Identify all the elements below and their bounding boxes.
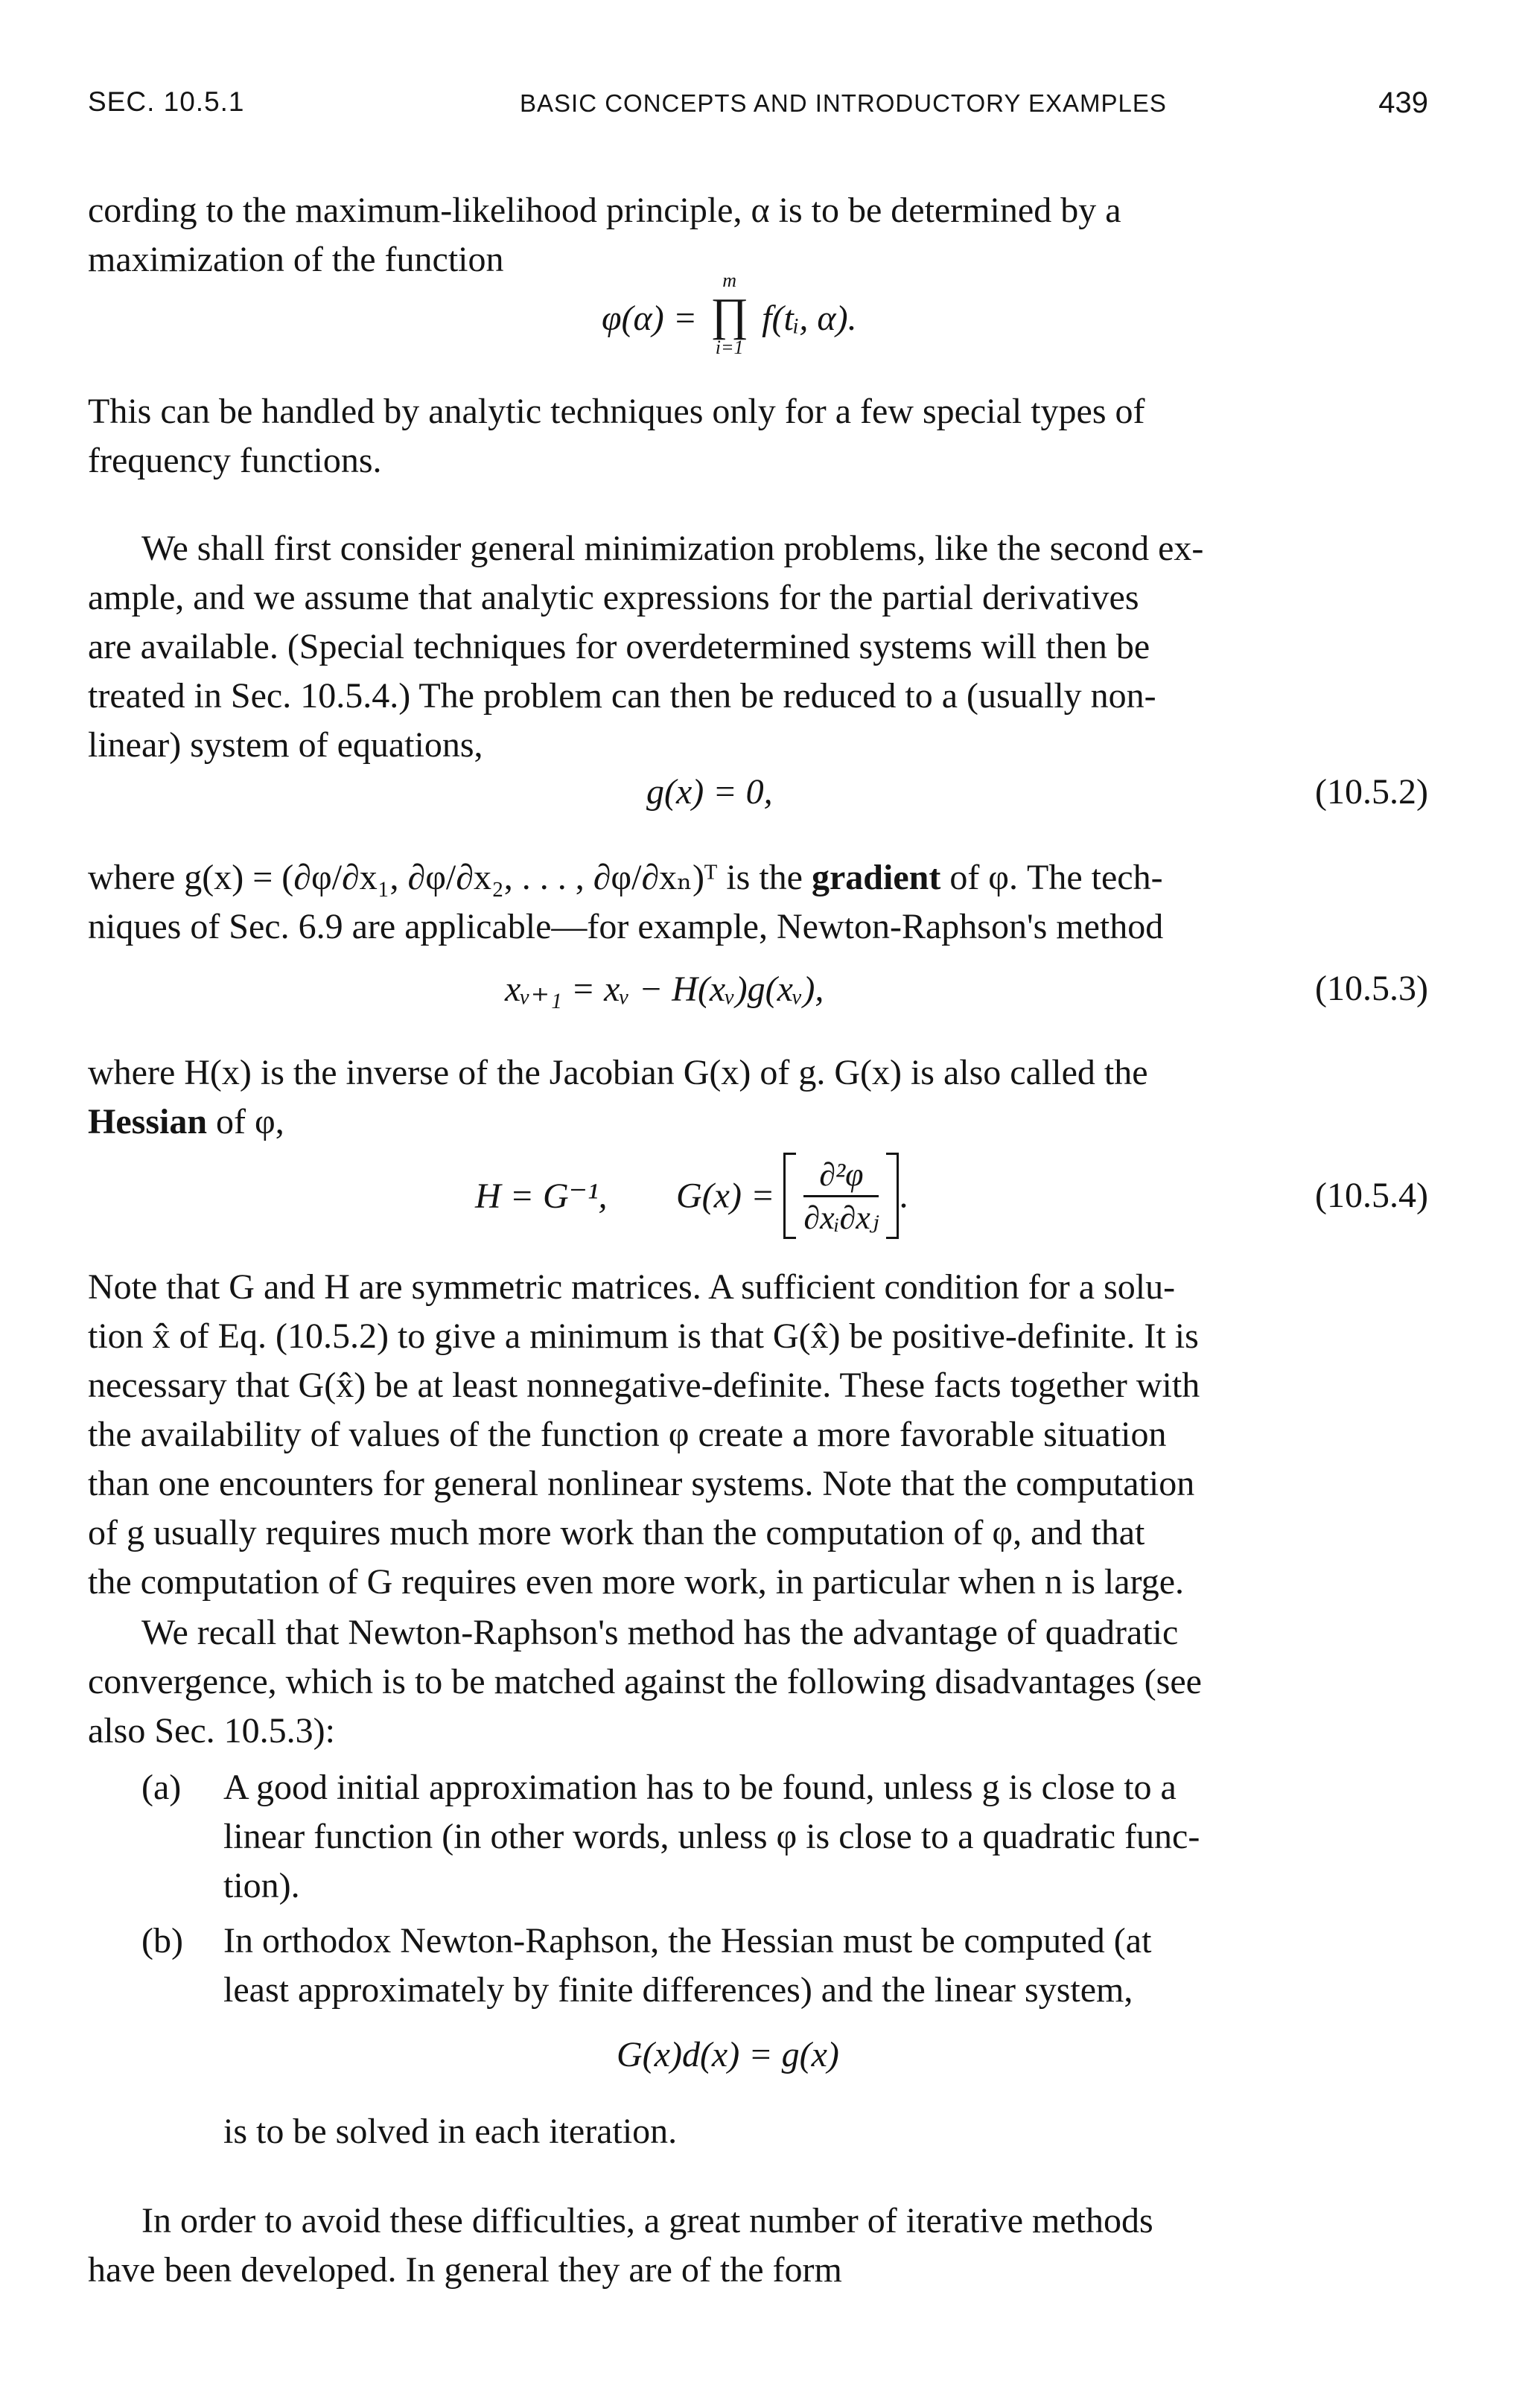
paragraph-2 xyxy=(88,387,1428,485)
eq-hessian-matrix xyxy=(676,1153,908,1239)
equation-likelihood xyxy=(88,270,1428,358)
text-line: linear function (in other words, unless φ is close to a quadratic func- xyxy=(223,1817,1200,1856)
paragraph-3 xyxy=(88,524,1428,770)
eq-lhs: φ(α) = xyxy=(602,299,698,338)
eq-body: G(x)d(x) = g(x) xyxy=(617,2035,839,2074)
text-line: linear) system of equations, xyxy=(88,725,483,765)
text-line: In order to avoid these difficulties, a great number of iterative methods xyxy=(141,2201,1153,2240)
text-line: the availability of values of the function φ create a more favorable situation xyxy=(88,1415,1167,1454)
list-label: (b) xyxy=(141,1921,183,1961)
text-line: maximization of the function xyxy=(88,240,504,279)
equation-linear-system xyxy=(88,2034,1428,2094)
text-run: of φ, xyxy=(207,1102,284,1141)
paragraph-8 xyxy=(88,2197,1428,2295)
text-line: have been developed. In general they are of the form xyxy=(88,2250,842,2290)
text-line: We shall first consider general minimization problems, like the second ex- xyxy=(141,529,1204,568)
text-line: Note that G and H are symmetric matrices. A sufficient condition for a solu- xyxy=(88,1267,1176,1307)
list-text xyxy=(223,1763,1428,1911)
text-run: of φ. The tech- xyxy=(940,858,1163,897)
text-line: where H(x) is the inverse of the Jacobian G(x) of g. G(x) is also called the xyxy=(88,1053,1148,1092)
list-label: (a) xyxy=(141,1768,182,1807)
text-line: A good initial approximation has to be found, unless g is close to a xyxy=(223,1768,1177,1807)
term-gradient: gradient xyxy=(811,858,941,897)
text-line: ample, and we assume that analytic expressions for the partial derivatives xyxy=(88,578,1139,617)
equation-10-5-3 xyxy=(88,968,1428,1028)
paragraph-5 xyxy=(88,1048,1428,1147)
page-number: 439 xyxy=(1378,86,1428,119)
section-label: SEC. 10.5.1 xyxy=(88,86,245,117)
fraction-numerator: ∂²φ xyxy=(803,1156,879,1197)
equation-number: (10.5.2) xyxy=(1315,772,1428,812)
text-line: least approximately by finite differences) and the linear system, xyxy=(223,1970,1133,2010)
text-line: the computation of G requires even more work, in particular when n is large. xyxy=(88,1562,1184,1602)
text-line: niques of Sec. 6.9 are applicable—for example, Newton-Raphson's method xyxy=(88,907,1164,946)
text-line: frequency functions. xyxy=(88,441,382,480)
paragraph-4 xyxy=(88,853,1428,952)
partial-fraction xyxy=(796,1156,886,1237)
eq-hessian-inverse: H = G⁻¹, xyxy=(475,1176,608,1216)
paragraph-7 xyxy=(88,1608,1428,1756)
list-text xyxy=(223,1917,1428,2015)
equation-10-5-2 xyxy=(88,771,1428,831)
text-line: are available. (Special techniques for overdetermined systems will then be xyxy=(88,627,1150,666)
running-head xyxy=(88,86,1428,131)
text-line: necessary that G(x̂) be at least nonnegative-definite. These facts together with xyxy=(88,1366,1200,1405)
text-line xyxy=(88,853,1428,902)
eq-lhs: G(x) = xyxy=(676,1176,775,1216)
text-line: than one encounters for general nonlinear systems. Note that the computation xyxy=(88,1464,1195,1503)
text-line: also Sec. 10.5.3): xyxy=(88,1711,335,1751)
text-line: cording to the maximum-likelihood principle, α is to be determined by a xyxy=(88,191,1121,230)
paragraph-1 xyxy=(88,186,1428,284)
text-line: convergence, which is to be matched against the following disadvantages (see xyxy=(88,1662,1202,1701)
left-bracket xyxy=(783,1153,796,1239)
product-upper-limit: m xyxy=(722,270,737,291)
text-line: In orthodox Newton-Raphson, the Hessian must be computed (at xyxy=(223,1921,1152,1961)
eq-rhs: f(tᵢ, α). xyxy=(762,299,857,338)
text-line: is to be solved in each iteration. xyxy=(223,2112,678,2151)
eq-body: xᵥ₊₁ = xᵥ − H(xᵥ)g(xᵥ), xyxy=(505,969,824,1009)
paragraph-6 xyxy=(88,1263,1428,1607)
equation-10-5-4 xyxy=(88,1153,1428,1249)
text-line: of g usually requires much more work than the computation of φ, and that xyxy=(88,1513,1145,1552)
list-text xyxy=(223,2107,1428,2156)
text-line: tion x̂ of Eq. (10.5.2) to give a minimum is that G(x̂) be positive-definite. It is xyxy=(88,1316,1199,1356)
text-line: tion). xyxy=(223,1866,300,1905)
eq-body: g(x) = 0, xyxy=(646,772,773,812)
text-line: This can be handled by analytic techniques only for a few special types of xyxy=(88,392,1145,431)
product-lower-limit: i=1 xyxy=(715,337,744,358)
text-line: We recall that Newton-Raphson's method has the advantage of quadratic xyxy=(141,1613,1179,1652)
chapter-title: BASIC CONCEPTS AND INTRODUCTORY EXAMPLES xyxy=(520,89,1167,117)
product-symbol: ∏ m i=1 xyxy=(710,270,749,358)
term-hessian: Hessian xyxy=(88,1102,208,1141)
eq-period: . xyxy=(899,1176,908,1216)
text-run: where g(x) = (∂φ/∂x₁, ∂φ/∂x₂, . . . , ∂φ/∂xₙ)ᵀ is the xyxy=(88,858,812,897)
equation-number: (10.5.3) xyxy=(1315,969,1428,1008)
book-page xyxy=(88,0,1428,2408)
equation-number: (10.5.4) xyxy=(1315,1176,1428,1215)
text-line: treated in Sec. 10.5.4.) The problem can then be reduced to a (usually non- xyxy=(88,676,1156,716)
right-bracket xyxy=(886,1153,899,1239)
fraction-denominator: ∂xᵢ∂xⱼ xyxy=(803,1199,879,1236)
text-line xyxy=(88,1098,1428,1147)
